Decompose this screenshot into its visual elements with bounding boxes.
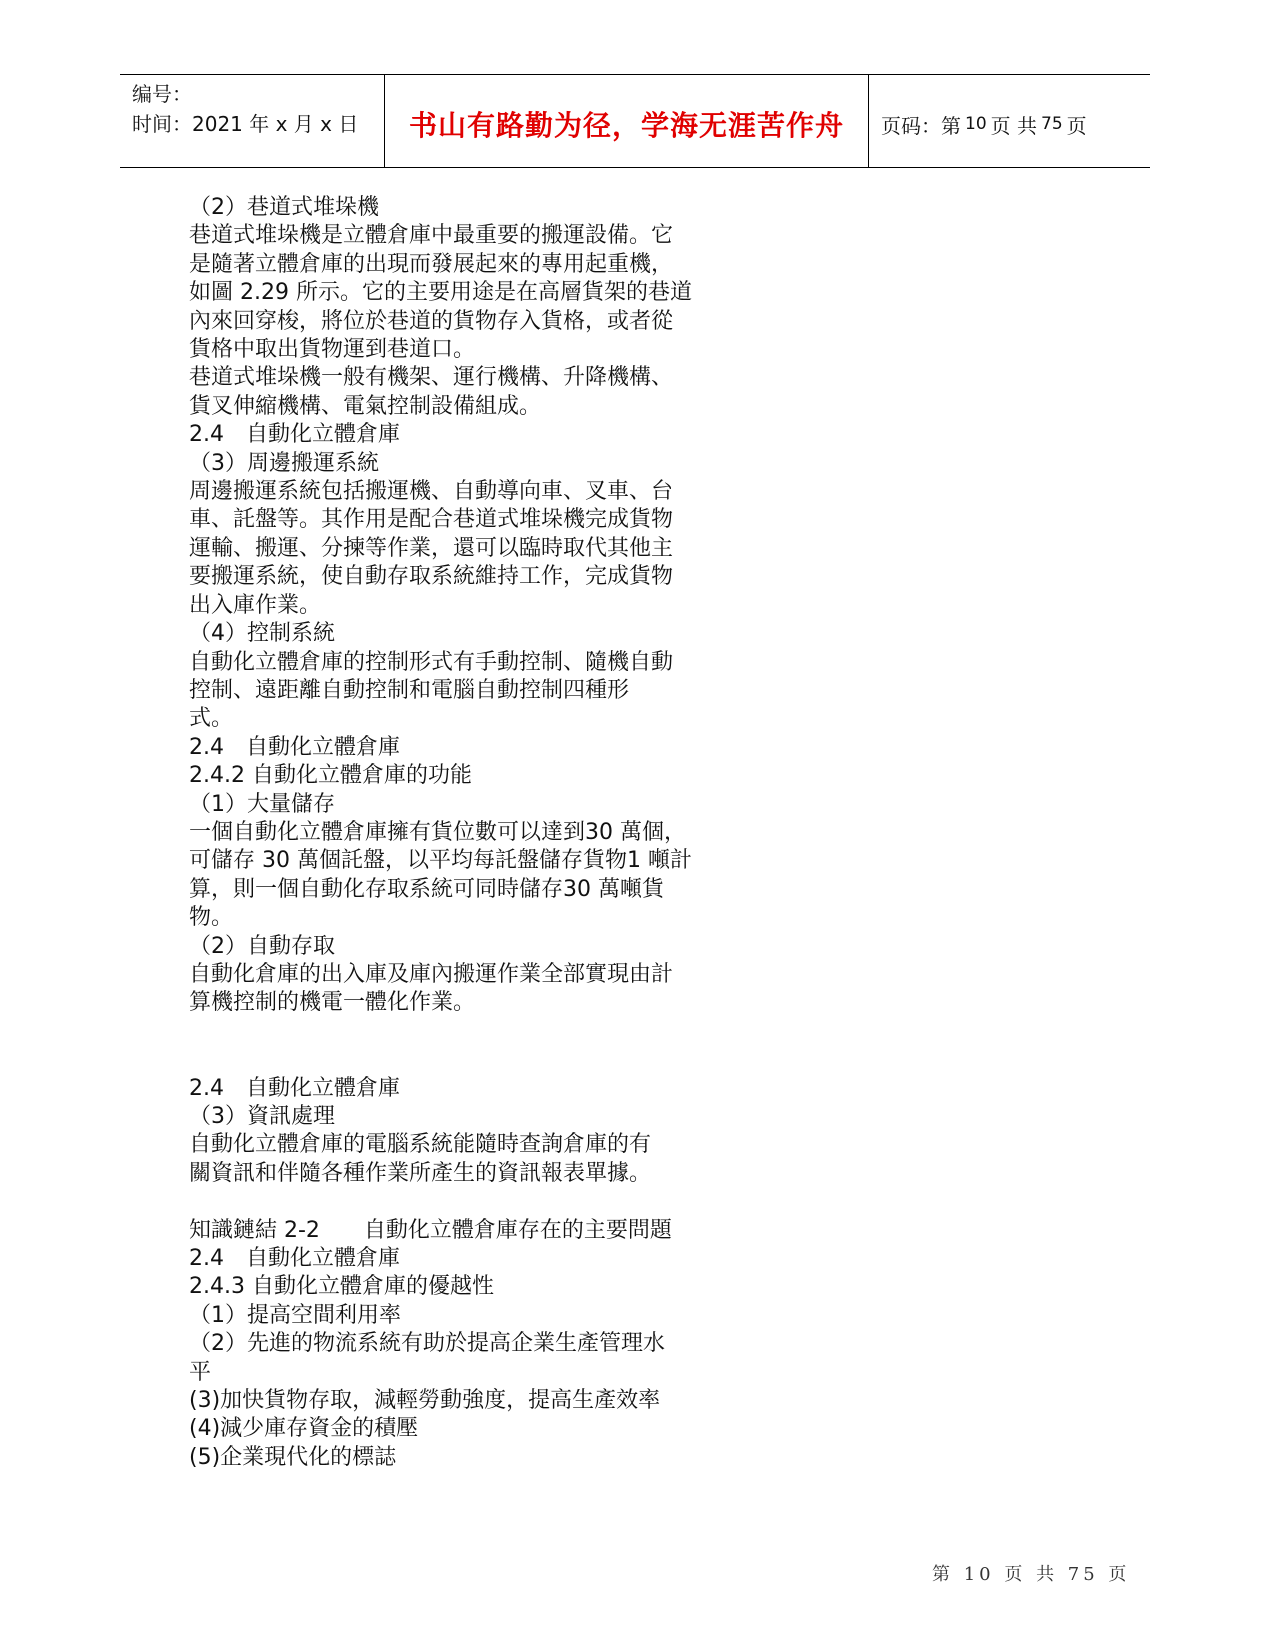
page-footer: 第 10 页 共 75 页 — [932, 1564, 1131, 1585]
header-motto: 书山有路勤为径，学海无涯苦作舟 — [384, 75, 869, 167]
number-label: 编号： — [132, 82, 192, 106]
text-line: 如圖 2.29 所示。它的主要用途是在高層貨架的巷道 — [189, 280, 692, 306]
text-line: 2.4 自動化立體倉庫 — [189, 422, 400, 448]
text-line: 2.4 自動化立體倉庫 — [189, 1245, 400, 1271]
text-line — [189, 1018, 709, 1046]
text-line: 是隨著立體倉庫的出現而發展起來的專用起重機， — [189, 251, 674, 277]
text-line: （3）周邊搬運系統 — [189, 450, 379, 476]
text-line: 物。 — [189, 905, 234, 931]
text-line: 自動化立體倉庫的控制形式有手動控制、隨機自動 — [189, 649, 674, 675]
text-line: 2.4 自動化立體倉庫 — [189, 734, 400, 760]
text-line: （2）先進的物流系統有助於提高企業生產管理水 — [189, 1331, 665, 1357]
text-line: （2）巷道式堆垛機 — [189, 195, 379, 220]
text-line: （1）大量儲存 — [189, 791, 335, 817]
text-line: 關資訊和伴隨各種作業所產生的資訊報表單據。 — [189, 1160, 652, 1186]
page-current: 10 — [965, 114, 987, 134]
text-line: 巷道式堆垛機一般有機架、運行機構、升降機構、 — [189, 365, 674, 391]
header-meta — [120, 75, 384, 167]
text-line: 自動化立體倉庫的電腦系統能隨時查詢倉庫的有 — [189, 1132, 652, 1158]
page-total: 75 — [1041, 114, 1063, 134]
text-line: 控制、遠距離自動控制和電腦自動控制四種形 — [189, 677, 630, 703]
text-line: 貨格中取出貨物運到巷道口。 — [189, 337, 476, 363]
time-label: 时间：2021 年 x 月 x 日 — [132, 112, 359, 136]
text-line — [189, 1046, 709, 1074]
text-line: （4）控制系統 — [189, 621, 335, 647]
text-line — [189, 1188, 709, 1216]
text-line: （3）資訊處理 — [189, 1103, 335, 1129]
text-line: (3)加快貨物存取，減輕勞動強度，提高生產效率 — [189, 1388, 661, 1414]
text-line: 2.4 自動化立體倉庫 — [189, 1075, 400, 1101]
page-suffix: 页 — [1066, 113, 1087, 138]
text-line: 出入庫作業。 — [189, 592, 322, 618]
text-line: 知識鏈結 2-2 自動化立體倉庫存在的主要問題 — [189, 1217, 672, 1243]
text-line: 平 — [189, 1359, 212, 1385]
text-line: 車、託盤等。其作用是配合巷道式堆垛機完成貨物 — [189, 507, 674, 533]
text-line: （1）提高空間利用率 — [189, 1302, 401, 1328]
text-line: 要搬運系統，使自動存取系統維持工作，完成貨物 — [189, 564, 674, 590]
body-text — [189, 194, 709, 1472]
header-table — [120, 74, 1150, 168]
header-page-indicator — [869, 75, 1150, 167]
text-line: 2.4.3 自動化立體倉庫的優越性 — [189, 1274, 494, 1300]
text-line: 式。 — [189, 706, 234, 732]
text-line: 算，則一個自動化存取系統可同時儲存30 萬噸貨 — [189, 876, 664, 902]
page-mid: 页 共 — [990, 113, 1037, 138]
text-line: 自動化倉庫的出入庫及庫內搬運作業全部實現由計 — [189, 961, 674, 987]
text-line: 內來回穿梭，將位於巷道的貨物存入貨格，或者從 — [189, 308, 674, 334]
text-line: 巷道式堆垛機是立體倉庫中最重要的搬運設備。它 — [189, 223, 674, 249]
text-line: 貨叉伸縮機構、電氣控制設備組成。 — [189, 393, 542, 419]
text-line: 2.4.2 自動化立體倉庫的功能 — [189, 763, 472, 789]
text-line: 可儲存 30 萬個託盤，以平均每託盤儲存貨物1 噸計 — [189, 848, 692, 874]
text-line: 一個自動化立體倉庫擁有貨位數可以達到30 萬個， — [189, 819, 686, 845]
text-line: （2）自動存取 — [189, 933, 335, 959]
text-line: 算機控制的機電一體化作業。 — [189, 990, 476, 1016]
page-prefix: 页码：第 — [881, 113, 961, 138]
text-line: (5)企業現代化的標誌 — [189, 1444, 397, 1470]
text-line: 周邊搬運系統包括搬運機、自動導向車、叉車、台 — [189, 479, 674, 505]
text-line: (4)減少庫存資金的積壓 — [189, 1416, 419, 1442]
text-line: 運輸、搬運、分揀等作業，還可以臨時取代其他主 — [189, 535, 674, 561]
